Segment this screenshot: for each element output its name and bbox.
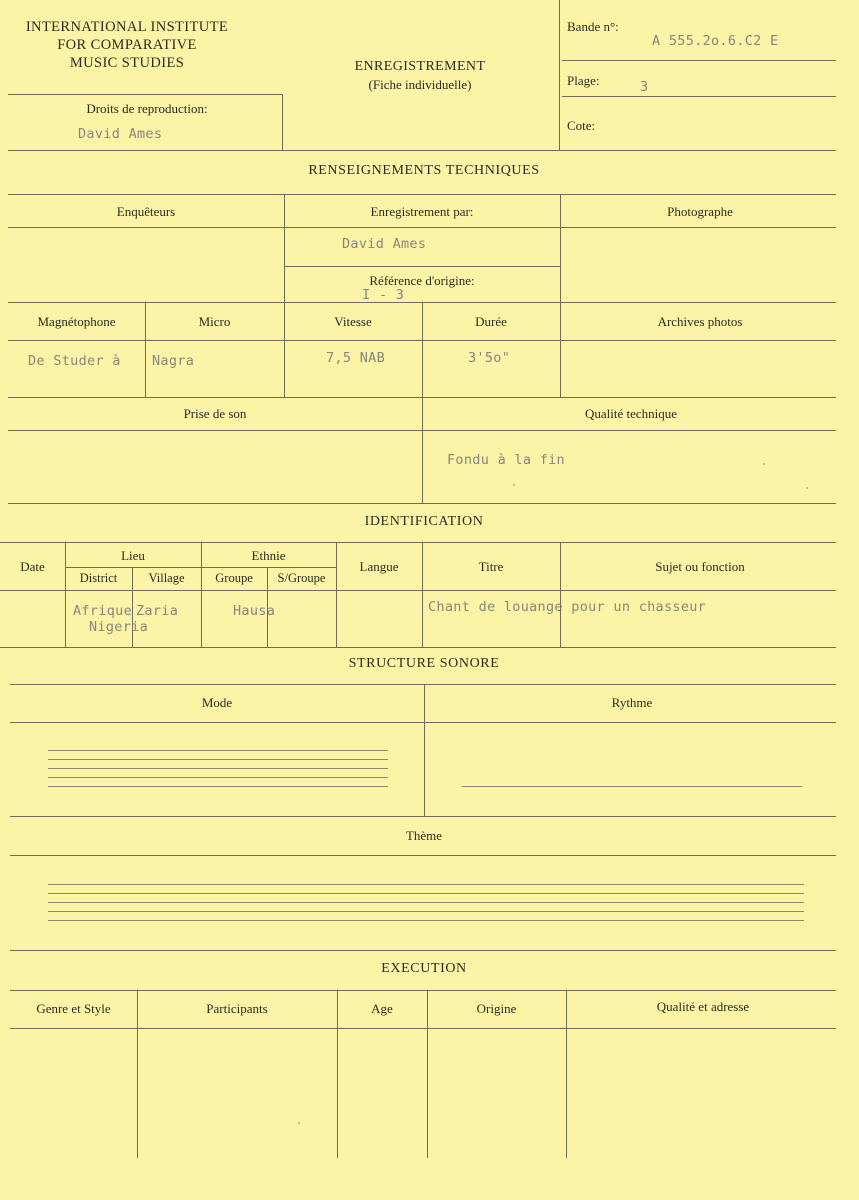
ident-divider-langue [422,542,423,647]
village-label: Village [148,571,185,585]
paper-speck [806,487,808,489]
paper-speck [513,484,515,486]
district-value-line-1: Afrique [73,603,132,619]
photographe-label: Photographe [667,204,733,219]
execution-divider-4 [566,990,567,1158]
ident-divider-ethnie [336,542,337,647]
ident-divider-date [65,542,66,647]
theme-staff-line-1 [48,884,804,885]
header-right-divider [559,0,560,150]
participants-label: Participants [206,1001,268,1016]
magnetophone-value: De Studer à [28,353,121,369]
plage-rule [562,96,836,97]
rights-label: Droits de reproduction: [86,101,208,116]
technical-label-rule [8,227,836,228]
rights-top-rule [8,94,282,95]
sgroupe-label: S/Groupe [277,571,326,585]
execution-label-rule [10,1028,836,1029]
vitesse-value: 7,5 NAB [326,350,385,366]
archives-label: Archives photos [657,314,743,329]
structure-heading-rule [10,684,836,685]
execution-divider-1 [137,990,138,1158]
ethnie-label: Ethnie [251,548,286,563]
cote-label: Cote: [567,118,596,133]
village-value: Zaria [136,603,179,619]
reference-rule [284,266,560,267]
date-label: Date [20,559,45,574]
qualite-adresse-label: Qualité et adresse [656,999,750,1014]
lieu-label: Lieu [121,548,145,563]
sujet-label: Sujet ou fonction [655,559,745,574]
ident-divider-groupe [267,567,268,647]
ident-divider-lieu [201,542,202,647]
technical-bottom-rule [8,503,836,504]
theme-label: Thème [405,828,443,843]
structure-bottom-rule [10,816,836,817]
plage-label: Plage: [567,73,600,88]
technical-heading-rule [8,194,836,195]
theme-staff-line-3 [48,902,804,903]
execution-divider-2 [337,990,338,1158]
theme-label-rule [10,855,836,856]
plage-value: 3 [640,79,649,95]
identification-bottom-rule [0,647,836,648]
prise-label: Prise de son [183,406,247,421]
identification-label-rule [0,590,836,591]
mode-staff-line-4 [48,777,388,778]
vitesse-label: Vitesse [334,314,372,329]
ident-divider-district [132,567,133,647]
groupe-label: Groupe [215,571,253,585]
equipment-divider-2 [422,302,423,397]
bande-rule [562,60,836,61]
langue-label: Langue [359,559,399,574]
form-title: ENREGISTREMENT [354,59,486,74]
execution-divider-3 [427,990,428,1158]
technical-divider-1 [284,194,285,397]
mode-staff-line-1 [48,750,388,751]
institute-line-3: MUSIC STUDIES [69,55,185,71]
rythme-label: Rythme [611,695,653,710]
age-label: Age [371,1001,393,1016]
header-bottom-rule [8,150,836,151]
paper-speck [763,463,765,465]
execution-heading-rule [10,990,836,991]
titre-label: Titre [478,559,504,574]
district-value-line-2: Nigeria [89,619,148,635]
enqueteurs-label: Enquêteurs [116,204,176,219]
ident-divider-titre [560,542,561,647]
mode-staff-line-5 [48,786,388,787]
theme-bottom-rule [10,950,836,951]
rights-value: David Ames [78,126,163,142]
structure-heading: STRUCTURE SONORE [348,656,500,671]
genre-label: Genre et Style [36,1001,111,1016]
institute-line-1: INTERNATIONAL INSTITUTE [25,19,229,35]
reference-label: Référence d'origine: [369,273,475,288]
duree-label: Durée [475,314,507,329]
bande-value: A 555.2o.6.C2 E [652,33,779,49]
mode-staff-line-3 [48,768,388,769]
enregistrement-value: David Ames [342,236,427,252]
theme-staff-line-4 [48,911,804,912]
micro-label: Micro [198,314,231,329]
rights-right-divider [282,94,283,150]
identification-heading: IDENTIFICATION [364,514,484,529]
rythme-line [462,786,802,787]
mode-label: Mode [201,695,233,710]
technical-divider-2 [560,194,561,397]
qualite-technique-value: Fondu à la fin [447,452,565,468]
enregistrement-label: Enregistrement par: [370,204,474,219]
groupe-value: Hausa [233,603,276,619]
theme-staff-line-5 [48,920,804,921]
paper-speck [298,1122,300,1124]
titre-value: Chant de louange pour un chasseur [428,599,707,615]
magnetophone-label: Magnétophone [37,314,116,329]
qualite-technique-label: Qualité technique [584,406,678,421]
bande-label: Bande n°: [567,19,619,34]
theme-staff-line-2 [48,893,804,894]
form-subtitle: (Fiche individuelle) [368,77,472,92]
execution-heading: EXECUTION [381,961,467,976]
district-label: District [79,571,118,585]
reference-value: I - 3 [362,287,405,303]
identification-heading-rule [0,542,836,543]
structure-label-rule [10,722,836,723]
mode-staff-line-2 [48,759,388,760]
equipment-divider-1 [145,302,146,397]
duree-value: 3'5o" [468,350,511,366]
micro-value: Nagra [152,353,195,369]
technical-heading: RENSEIGNEMENTS TECHNIQUES [308,163,540,178]
mode-rythme-divider [424,684,425,816]
institute-line-2: FOR COMPARATIVE [57,37,197,53]
origine-label: Origine [476,1001,517,1016]
prise-divider [422,397,423,503]
